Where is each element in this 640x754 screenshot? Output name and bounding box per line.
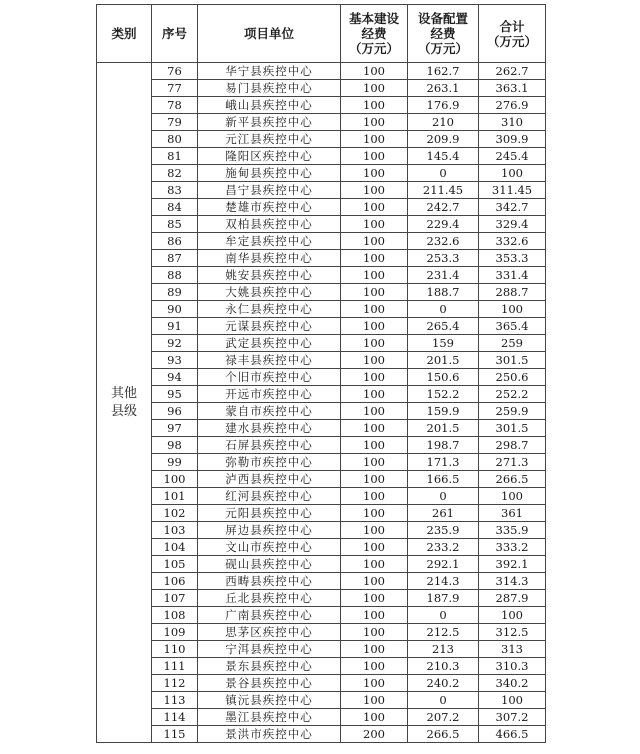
- index-cell: 78: [152, 97, 198, 114]
- table-row: [97, 267, 546, 284]
- total-cell: 310: [479, 114, 546, 131]
- total-cell: 335.9: [479, 522, 546, 539]
- total-cell: 313: [479, 641, 546, 658]
- table-row: [97, 97, 546, 114]
- index-cell: 76: [152, 63, 198, 80]
- total-cell: 262.7: [479, 63, 546, 80]
- index-cell: 92: [152, 335, 198, 352]
- construction-cell: 100: [341, 692, 408, 709]
- construction-cell: 100: [341, 488, 408, 505]
- table-row: [97, 63, 546, 80]
- equipment-cell: 210: [408, 114, 479, 131]
- index-cell: 77: [152, 80, 198, 97]
- total-cell: 287.9: [479, 590, 546, 607]
- index-cell: 86: [152, 233, 198, 250]
- table-row: [97, 590, 546, 607]
- unit-name-cell: 石屏县疾控中心: [198, 437, 341, 454]
- construction-cell: 100: [341, 658, 408, 675]
- table-row: [97, 488, 546, 505]
- index-cell: 88: [152, 267, 198, 284]
- total-cell: 100: [479, 692, 546, 709]
- unit-name-cell: 元江县疾控中心: [198, 131, 341, 148]
- table-row: [97, 454, 546, 471]
- index-cell: 81: [152, 148, 198, 165]
- index-cell: 103: [152, 522, 198, 539]
- table-row: [97, 301, 546, 318]
- total-cell: 100: [479, 165, 546, 182]
- equipment-cell: 253.3: [408, 250, 479, 267]
- table-row: [97, 539, 546, 556]
- table-row: [97, 335, 546, 352]
- table-row: [97, 199, 546, 216]
- unit-name-cell: 景谷县疾控中心: [198, 675, 341, 692]
- table-row: [97, 250, 546, 267]
- construction-cell: 100: [341, 403, 408, 420]
- unit-name-cell: 峨山县疾控中心: [198, 97, 341, 114]
- total-cell: 271.3: [479, 454, 546, 471]
- index-cell: 93: [152, 352, 198, 369]
- equipment-cell: 232.6: [408, 233, 479, 250]
- table-row: [97, 471, 546, 488]
- index-cell: 110: [152, 641, 198, 658]
- total-cell: 307.2: [479, 709, 546, 726]
- construction-cell: 100: [341, 386, 408, 403]
- table-row: [97, 522, 546, 539]
- equipment-cell: 0: [408, 607, 479, 624]
- equipment-cell: 198.7: [408, 437, 479, 454]
- unit-name-cell: 景洪市疾控中心: [198, 726, 341, 743]
- construction-cell: 100: [341, 556, 408, 573]
- total-cell: 353.3: [479, 250, 546, 267]
- index-cell: 105: [152, 556, 198, 573]
- total-cell: 245.4: [479, 148, 546, 165]
- construction-cell: 100: [341, 131, 408, 148]
- table-row: [97, 658, 546, 675]
- equipment-cell: 187.9: [408, 590, 479, 607]
- construction-cell: 100: [341, 437, 408, 454]
- index-cell: 84: [152, 199, 198, 216]
- table-row: [97, 233, 546, 250]
- construction-cell: 100: [341, 369, 408, 386]
- construction-cell: 100: [341, 675, 408, 692]
- unit-name-cell: 施甸县疾控中心: [198, 165, 341, 182]
- unit-name-cell: 镇沅县疾控中心: [198, 692, 341, 709]
- unit-name-cell: 西畴县疾控中心: [198, 573, 341, 590]
- funding-table: [96, 4, 546, 743]
- construction-cell: 100: [341, 267, 408, 284]
- table-row: [97, 437, 546, 454]
- construction-cell: 100: [341, 505, 408, 522]
- table-row: [97, 369, 546, 386]
- header-equipment-line: 经费: [430, 26, 456, 41]
- equipment-cell: 231.4: [408, 267, 479, 284]
- construction-cell: 100: [341, 199, 408, 216]
- table-row: [97, 131, 546, 148]
- equipment-cell: 210.3: [408, 658, 479, 675]
- equipment-cell: 145.4: [408, 148, 479, 165]
- total-cell: 100: [479, 301, 546, 318]
- unit-name-cell: 红河县疾控中心: [198, 488, 341, 505]
- total-cell: 312.5: [479, 624, 546, 641]
- equipment-cell: 0: [408, 301, 479, 318]
- index-cell: 106: [152, 573, 198, 590]
- unit-name-cell: 禄丰县疾控中心: [198, 352, 341, 369]
- index-cell: 95: [152, 386, 198, 403]
- index-cell: 98: [152, 437, 198, 454]
- table-row: [97, 165, 546, 182]
- equipment-cell: 207.2: [408, 709, 479, 726]
- unit-name-cell: 泸西县疾控中心: [198, 471, 341, 488]
- table-row: [97, 182, 546, 199]
- header-construction-line: 基本建设: [348, 11, 399, 26]
- index-cell: 115: [152, 726, 198, 743]
- index-cell: 108: [152, 607, 198, 624]
- construction-cell: 100: [341, 284, 408, 301]
- construction-cell: 100: [341, 182, 408, 199]
- construction-cell: 100: [341, 216, 408, 233]
- construction-cell: 100: [341, 573, 408, 590]
- construction-cell: 100: [341, 63, 408, 80]
- unit-name-cell: 屏边县疾控中心: [198, 522, 341, 539]
- unit-name-cell: 砚山县疾控中心: [198, 556, 341, 573]
- equipment-cell: 213: [408, 641, 479, 658]
- unit-name-cell: 墨江县疾控中心: [198, 709, 341, 726]
- total-cell: 266.5: [479, 471, 546, 488]
- unit-name-cell: 隆阳区疾控中心: [198, 148, 341, 165]
- index-cell: 89: [152, 284, 198, 301]
- unit-name-cell: 元阳县疾控中心: [198, 505, 341, 522]
- table-row: [97, 726, 546, 743]
- index-cell: 109: [152, 624, 198, 641]
- table-row: [97, 284, 546, 301]
- index-cell: 94: [152, 369, 198, 386]
- unit-name-cell: 丘北县疾控中心: [198, 590, 341, 607]
- total-cell: 259.9: [479, 403, 546, 420]
- construction-cell: 100: [341, 114, 408, 131]
- equipment-cell: 242.7: [408, 199, 479, 216]
- index-cell: 85: [152, 216, 198, 233]
- equipment-cell: 0: [408, 165, 479, 182]
- total-cell: 331.4: [479, 267, 546, 284]
- index-cell: 104: [152, 539, 198, 556]
- unit-name-cell: 双柏县疾控中心: [198, 216, 341, 233]
- index-cell: 107: [152, 590, 198, 607]
- unit-name-cell: 永仁县疾控中心: [198, 301, 341, 318]
- total-cell: 466.5: [479, 726, 546, 743]
- index-cell: 87: [152, 250, 198, 267]
- total-cell: 100: [479, 488, 546, 505]
- header-total-line: 合计: [499, 18, 525, 34]
- total-cell: 311.45: [479, 182, 546, 199]
- equipment-cell: 229.4: [408, 216, 479, 233]
- index-cell: 112: [152, 675, 198, 692]
- construction-cell: 100: [341, 148, 408, 165]
- total-cell: 301.5: [479, 420, 546, 437]
- header-index: 序号: [152, 5, 198, 63]
- table-row: [97, 80, 546, 97]
- total-cell: 310.3: [479, 658, 546, 675]
- table-row: [97, 556, 546, 573]
- table-row: [97, 607, 546, 624]
- construction-cell: 100: [341, 709, 408, 726]
- construction-cell: 100: [341, 250, 408, 267]
- construction-cell: 100: [341, 335, 408, 352]
- equipment-cell: 235.9: [408, 522, 479, 539]
- unit-name-cell: 个旧市疾控中心: [198, 369, 341, 386]
- index-cell: 79: [152, 114, 198, 131]
- funding-table-container: [96, 4, 546, 743]
- total-cell: 252.2: [479, 386, 546, 403]
- equipment-cell: 233.2: [408, 539, 479, 556]
- header-unit: 项目单位: [198, 5, 341, 63]
- table-row: [97, 352, 546, 369]
- total-cell: 250.6: [479, 369, 546, 386]
- total-cell: 342.7: [479, 199, 546, 216]
- total-cell: 392.1: [479, 556, 546, 573]
- equipment-cell: 240.2: [408, 675, 479, 692]
- header-total-line: （万元）: [486, 33, 537, 49]
- equipment-cell: 265.4: [408, 318, 479, 335]
- unit-name-cell: 弥勒市疾控中心: [198, 454, 341, 471]
- index-cell: 114: [152, 709, 198, 726]
- equipment-cell: 159.9: [408, 403, 479, 420]
- unit-name-cell: 易门县疾控中心: [198, 80, 341, 97]
- table-row: [97, 148, 546, 165]
- construction-cell: 100: [341, 420, 408, 437]
- header-equipment-line: 设备配置: [417, 11, 468, 26]
- header-equipment-line: （万元）: [417, 41, 468, 56]
- index-cell: 97: [152, 420, 198, 437]
- table-row: [97, 692, 546, 709]
- index-cell: 80: [152, 131, 198, 148]
- category-cell: [97, 63, 152, 743]
- unit-name-cell: 新平县疾控中心: [198, 114, 341, 131]
- total-cell: 288.7: [479, 284, 546, 301]
- construction-cell: 100: [341, 539, 408, 556]
- total-cell: 361: [479, 505, 546, 522]
- unit-name-cell: 昌宁县疾控中心: [198, 182, 341, 199]
- index-cell: 99: [152, 454, 198, 471]
- construction-cell: 100: [341, 165, 408, 182]
- table-row: [97, 505, 546, 522]
- total-cell: 333.2: [479, 539, 546, 556]
- table-row: [97, 624, 546, 641]
- table-row: [97, 114, 546, 131]
- equipment-cell: 261: [408, 505, 479, 522]
- equipment-cell: 0: [408, 692, 479, 709]
- index-cell: 91: [152, 318, 198, 335]
- header-construction-line: 经费: [361, 26, 387, 41]
- equipment-cell: 212.5: [408, 624, 479, 641]
- index-cell: 113: [152, 692, 198, 709]
- header-category: 类别: [97, 5, 152, 63]
- total-cell: 259: [479, 335, 546, 352]
- category-label: 县级: [110, 403, 137, 419]
- unit-name-cell: 牟定县疾控中心: [198, 233, 341, 250]
- unit-name-cell: 开远市疾控中心: [198, 386, 341, 403]
- table-row: [97, 641, 546, 658]
- equipment-cell: 150.6: [408, 369, 479, 386]
- table-row: [97, 386, 546, 403]
- table-row: [97, 675, 546, 692]
- total-cell: 329.4: [479, 216, 546, 233]
- unit-name-cell: 武定县疾控中心: [198, 335, 341, 352]
- construction-cell: 100: [341, 454, 408, 471]
- construction-cell: 100: [341, 607, 408, 624]
- total-cell: 365.4: [479, 318, 546, 335]
- index-cell: 101: [152, 488, 198, 505]
- equipment-cell: 214.3: [408, 573, 479, 590]
- index-cell: 111: [152, 658, 198, 675]
- unit-name-cell: 南华县疾控中心: [198, 250, 341, 267]
- table-row: [97, 318, 546, 335]
- equipment-cell: 209.9: [408, 131, 479, 148]
- equipment-cell: 159: [408, 335, 479, 352]
- equipment-cell: 211.45: [408, 182, 479, 199]
- unit-name-cell: 宁洱县疾控中心: [198, 641, 341, 658]
- construction-cell: 100: [341, 80, 408, 97]
- equipment-cell: 152.2: [408, 386, 479, 403]
- construction-cell: 100: [341, 522, 408, 539]
- category-label: 其他: [110, 385, 137, 401]
- equipment-cell: 0: [408, 488, 479, 505]
- index-cell: 90: [152, 301, 198, 318]
- header-row: [97, 5, 546, 63]
- equipment-cell: 201.5: [408, 352, 479, 369]
- index-cell: 83: [152, 182, 198, 199]
- equipment-cell: 162.7: [408, 63, 479, 80]
- table-row: [97, 216, 546, 233]
- total-cell: 100: [479, 607, 546, 624]
- unit-name-cell: 建水县疾控中心: [198, 420, 341, 437]
- index-cell: 82: [152, 165, 198, 182]
- construction-cell: 100: [341, 97, 408, 114]
- unit-name-cell: 大姚县疾控中心: [198, 284, 341, 301]
- total-cell: 314.3: [479, 573, 546, 590]
- unit-name-cell: 蒙自市疾控中心: [198, 403, 341, 420]
- table-row: [97, 420, 546, 437]
- index-cell: 102: [152, 505, 198, 522]
- construction-cell: 100: [341, 590, 408, 607]
- unit-name-cell: 华宁县疾控中心: [198, 63, 341, 80]
- total-cell: 340.2: [479, 675, 546, 692]
- equipment-cell: 188.7: [408, 284, 479, 301]
- equipment-cell: 266.5: [408, 726, 479, 743]
- equipment-cell: 292.1: [408, 556, 479, 573]
- total-cell: 298.7: [479, 437, 546, 454]
- unit-name-cell: 广南县疾控中心: [198, 607, 341, 624]
- construction-cell: 100: [341, 233, 408, 250]
- total-cell: 309.9: [479, 131, 546, 148]
- unit-name-cell: 楚雄市疾控中心: [198, 199, 341, 216]
- construction-cell: 200: [341, 726, 408, 743]
- construction-cell: 100: [341, 318, 408, 335]
- table-row: [97, 709, 546, 726]
- unit-name-cell: 元谋县疾控中心: [198, 318, 341, 335]
- unit-name-cell: 姚安县疾控中心: [198, 267, 341, 284]
- construction-cell: 100: [341, 641, 408, 658]
- unit-name-cell: 文山市疾控中心: [198, 539, 341, 556]
- header-equipment: [408, 5, 479, 63]
- total-cell: 363.1: [479, 80, 546, 97]
- header-construction: [341, 5, 408, 63]
- construction-cell: 100: [341, 352, 408, 369]
- table-row: [97, 573, 546, 590]
- total-cell: 301.5: [479, 352, 546, 369]
- equipment-cell: 263.1: [408, 80, 479, 97]
- construction-cell: 100: [341, 471, 408, 488]
- unit-name-cell: 景东县疾控中心: [198, 658, 341, 675]
- construction-cell: 100: [341, 301, 408, 318]
- equipment-cell: 166.5: [408, 471, 479, 488]
- construction-cell: 100: [341, 624, 408, 641]
- index-cell: 96: [152, 403, 198, 420]
- total-cell: 332.6: [479, 233, 546, 250]
- equipment-cell: 201.5: [408, 420, 479, 437]
- total-cell: 276.9: [479, 97, 546, 114]
- equipment-cell: 171.3: [408, 454, 479, 471]
- table-row: [97, 403, 546, 420]
- header-total: [479, 5, 546, 63]
- unit-name-cell: 思茅区疾控中心: [198, 624, 341, 641]
- index-cell: 100: [152, 471, 198, 488]
- header-construction-line: （万元）: [348, 41, 399, 56]
- equipment-cell: 176.9: [408, 97, 479, 114]
- table-body: [97, 63, 546, 743]
